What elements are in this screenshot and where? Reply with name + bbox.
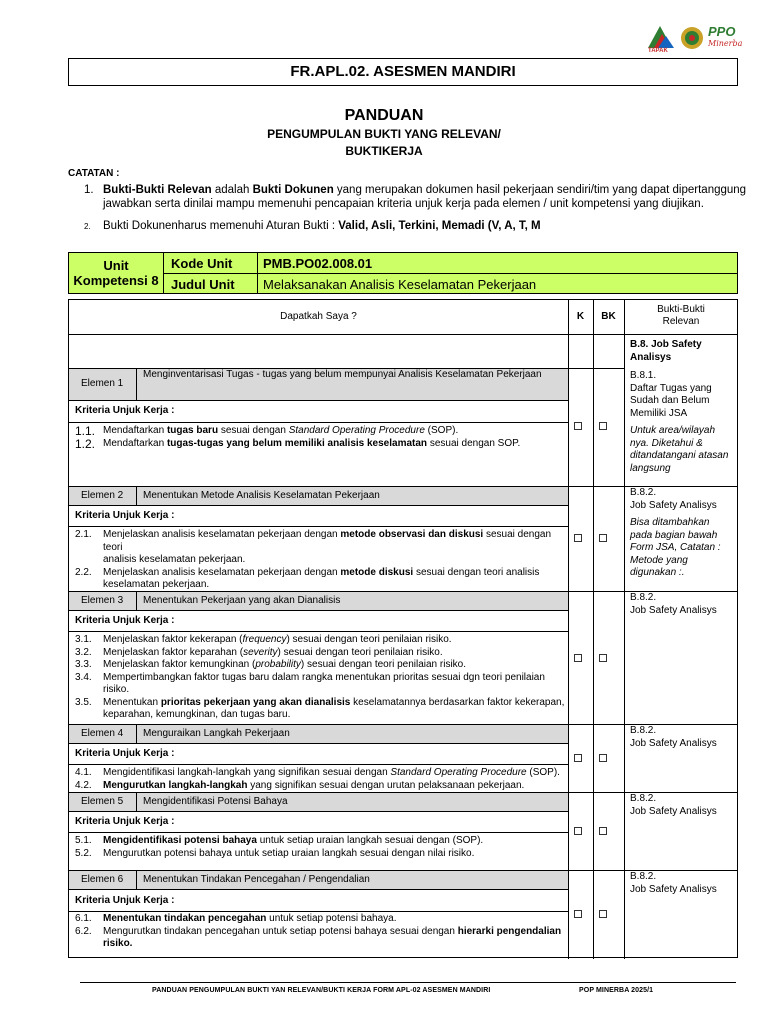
kuk-item: 5.1. Mengidentifikasi potensi bahaya untuk setiap uraian langkah sesuai dengan (SOP). <box>75 835 484 846</box>
element-1-kuk-list <box>75 425 565 450</box>
kuk-item: 3.4. Mempertimbangkan faktor tugas baru dalam rangka menentukan prioritas sesuai dgn teori penilaian risiko. <box>75 671 545 695</box>
bk-checkbox[interactable] <box>599 754 607 762</box>
element-6-relevan: B.8.2. Job Safety Analisys <box>630 871 717 895</box>
bk-checkbox[interactable] <box>599 422 607 430</box>
footer-divider <box>80 982 736 983</box>
element-2-kuk-list <box>75 529 565 592</box>
element-2-label: Elemen 2 <box>81 490 124 501</box>
b8-header: B.8. Job Safety Analisys <box>630 339 702 363</box>
k-checkbox[interactable] <box>574 654 582 662</box>
element-1-relevan: B.8.1. Daftar Tugas yang Sudah dan Belum Memiliki JSA Untuk area/wilayah nya. Diketahui & ditandatangani atasan langsung <box>630 370 729 474</box>
kuk-label: Kriteria Unjuk Kerja : <box>75 615 175 626</box>
k-checkbox[interactable] <box>574 754 582 762</box>
unit-table <box>68 252 738 294</box>
kuk-item: 2.1. Menjelaskan analisis keselamatan pekerjaan dengan metode observasi dan diskusi sesuai dengan teori analisis keselamatan pekerjaan. <box>75 529 552 565</box>
k-checkbox[interactable] <box>574 422 582 430</box>
element-6-kuk-list <box>75 913 565 951</box>
kuk-item: 3.5. Menentukan prioritas pekerjaan yang akan dianalisis keselamatannya berdasarkan faktor kekerapan, keparahan, kemungkinan, dan tugas baru. <box>75 696 565 720</box>
element-3-relevan: B.8.2. Job Safety Analisys <box>630 592 717 616</box>
kode-unit-value: PMB.PO02.008.01 <box>263 256 373 271</box>
element-5-label: Elemen 5 <box>81 796 124 807</box>
kuk-label: Kriteria Unjuk Kerja : <box>75 748 175 759</box>
header-k: K <box>576 311 585 322</box>
element-3-title: Menentukan Pekerjaan yang akan Dianalisis <box>143 595 341 606</box>
k-checkbox[interactable] <box>574 534 582 542</box>
header-bk: BK <box>601 311 616 322</box>
kuk-item: 2.2. Menjelaskan analisis keselamatan pekerjaan dengan metode diskusi sesuai dengan teori analisis keselamatan pekerjaan. <box>75 566 540 590</box>
element-6-title: Menentukan Tindakan Pencegahan / Pengendalian <box>143 874 370 885</box>
element-1-title: Menginventarisasi Tugas - tugas yang belum mempunyai Analisis Keselamatan Pekerjaan <box>143 369 542 380</box>
kuk-item: 5.2. Mengurutkan potensi bahaya untuk setiap uraian langkah sesuai dengan nilai risiko. <box>75 847 475 859</box>
kuk-label: Kriteria Unjuk Kerja : <box>75 895 175 906</box>
catatan-label: CATATAN : <box>68 168 120 179</box>
kuk-item: 3.2. Menjelaskan faktor keparahan (severity) sesuai dengan teori penilaian risiko. <box>75 646 443 658</box>
kuk-item: 3.3. Menjelaskan faktor kemungkinan (probability) sesuai dengan teori penilaian risiko. <box>75 659 467 670</box>
element-2-title: Menentukan Metode Analisis Keselamatan Pekerjaan <box>143 490 380 501</box>
footer-right: POP MINERBA 2025/1 <box>579 987 654 994</box>
kuk-item: 4.2. Mengurutkan langkah-langkah yang signifikan sesuai dengan urutan pelaksanaan pekerjaan. <box>75 779 525 791</box>
note-number: 2. <box>84 222 91 231</box>
kuk-item: 6.2. Mengurutkan tindakan pencegahan untuk setiap potensi bahaya sesuai dengan hierarki pengendalian risiko. <box>75 925 562 949</box>
kode-unit-label: Kode Unit <box>171 256 233 271</box>
element-6-label: Elemen 6 <box>81 874 124 885</box>
element-2-relevan: B.8.2. Job Safety Analisys Bisa ditambahkan pada bagian bawah Form JSA, Catatan : Metode yang digunakan :. <box>630 487 721 578</box>
kuk-label: Kriteria Unjuk Kerja : <box>75 405 175 416</box>
panduan-subtitle-2: BUKTIKERJA <box>345 144 423 158</box>
header-bukti-relevan: Bukti-Bukti Relevan <box>657 304 705 327</box>
tapak-text: TAPAK <box>648 48 668 54</box>
minerba-text: Minerba <box>708 39 743 48</box>
kuk-item: 6.1. Menentukan tindakan pencegahan untuk setiap potensi bahaya. <box>75 913 397 924</box>
assessment-table <box>68 299 738 958</box>
element-3-label: Elemen 3 <box>81 595 124 606</box>
judul-unit-label: Judul Unit <box>171 277 235 292</box>
panduan-subtitle-1: PENGUMPULAN BUKTI YANG RELEVAN/ <box>267 127 501 141</box>
element-5-title: Mengidentifikasi Potensi Bahaya <box>143 796 288 807</box>
bk-checkbox[interactable] <box>599 654 607 662</box>
kuk-label: Kriteria Unjuk Kerja : <box>75 510 175 521</box>
element-1-label: Elemen 1 <box>81 378 124 389</box>
k-checkbox[interactable] <box>574 910 582 918</box>
bk-checkbox[interactable] <box>599 827 607 835</box>
element-4-kuk-list <box>75 767 565 792</box>
kuk-label: Kriteria Unjuk Kerja : <box>75 816 175 827</box>
element-5-kuk-list <box>75 835 565 860</box>
footer-left: PANDUAN PENGUMPULAN BUKTI YAN RELEVAN/BUKTI KERJA FORM APL-02 ASESMEN MANDIRI <box>152 987 491 994</box>
element-4-label: Elemen 4 <box>81 728 124 739</box>
note-1: 1. Bukti-Bukti Relevan adalah Bukti Dokunen yang merupakan dokumen hasil pekerjaan sendiri/tim yang dapat dipertanggung jawabkan serta dinilai mampu memenuhi pencapaian kriteria unjuk kerja pada elemen / unit kompetensi yang diujikan. <box>84 184 747 210</box>
bk-checkbox[interactable] <box>599 534 607 542</box>
unit-label: Unit Kompetensi 8 <box>73 258 159 288</box>
kuk-item: 3.1. Menjelaskan faktor kekerapan (frequency) sesuai dengan teori penilaian risiko. <box>75 634 452 645</box>
bk-checkbox[interactable] <box>599 910 607 918</box>
judul-unit-value: Melaksanakan Analisis Keselamatan Pekerjaan <box>263 277 537 292</box>
element-5-relevan: B.8.2. Job Safety Analisys <box>630 793 717 817</box>
kuk-item: 1.1. Mendaftarkan tugas baru sesuai dengan Standard Operating Procedure (SOP). <box>75 424 459 438</box>
kuk-item: 1.2. Mendaftarkan tugas-tugas yang belum memiliki analisis keselamatan sesuai dengan SOP. <box>75 436 521 451</box>
note-number: 1. <box>84 184 94 196</box>
panduan-title: PANDUAN <box>344 107 424 124</box>
logo <box>646 22 742 56</box>
note-2: 2. Bukti Dokunenharus memenuhi Aturan Bukti : Valid, Asli, Terkini, Memadi (V, A, T, M <box>84 220 541 232</box>
header-dapatkah: Dapatkah Saya ? <box>280 311 357 322</box>
kuk-item: 4.1. Mengidentifikasi langkah-langkah yang signifikan sesuai dengan Standard Operating Procedure (SOP). <box>75 767 560 778</box>
element-4-relevan: B.8.2. Job Safety Analisys <box>630 725 717 749</box>
element-4-title: Menguraikan Langkah Pekerjaan <box>143 728 290 739</box>
ppo-text: PPO <box>708 24 736 39</box>
form-title: FR.APL.02. ASESMEN MANDIRI <box>68 58 738 86</box>
element-3-kuk-list <box>75 634 565 722</box>
k-checkbox[interactable] <box>574 827 582 835</box>
